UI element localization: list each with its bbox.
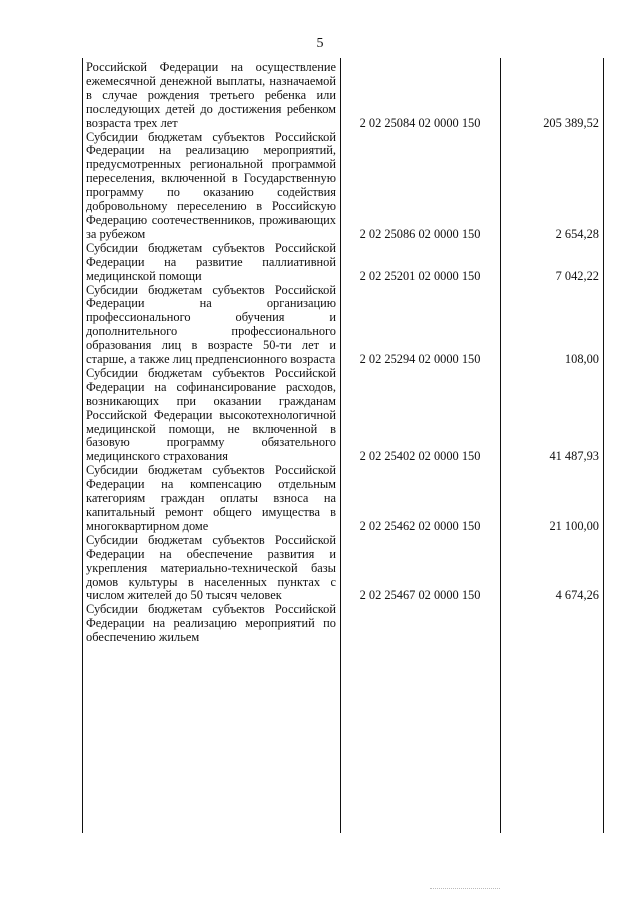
row-description: Субсидии бюджетам субъектов Российской Федерации на организацию профессионального обучения и дополнительного профессионального образования лиц в возрасте 50-ти лет и старше, а также лиц предпенсионного возраста [86, 282, 336, 367]
row-code: 2 02 25294 02 0000 150 [359, 352, 481, 367]
row-description: Субсидии бюджетам субъектов Российской Федерации на развитие паллиативной медицинской помощи [86, 240, 336, 283]
row-amount: 7 042,22 [555, 268, 599, 283]
table-body [83, 61, 603, 645]
row-amount: 21 100,00 [549, 518, 599, 533]
row-description: Субсидии бюджетам субъектов Российской Федерации на софинансирование расходов, возникающих при оказании гражданам Российской Федерации высокотехнологичной медицинской помощи, не включенной в базовую программу обязательного медицинского страхования [86, 365, 336, 464]
scan-artifact [430, 888, 500, 892]
row-code: 2 02 25402 02 0000 150 [359, 449, 481, 464]
row-code: 2 02 25084 02 0000 150 [359, 115, 481, 130]
row-amount: 41 487,93 [549, 449, 599, 464]
table-row [83, 534, 603, 604]
row-code: 2 02 25201 02 0000 150 [359, 268, 481, 283]
row-description: Субсидии бюджетам субъектов Российской Федерации на компенсацию отдельным категориям граждан оплаты взноса на капитальный ремонт общего имущества в многоквартирном доме [86, 463, 336, 533]
row-amount: 108,00 [564, 352, 599, 367]
table-row [83, 284, 603, 367]
table-row [83, 242, 603, 284]
row-amount: 2 654,28 [555, 226, 599, 241]
row-amount: 4 674,26 [555, 588, 599, 603]
row-description: Субсидии бюджетам субъектов Российской Федерации на реализацию мероприятий, предусмотренных региональной программой переселения, включенной в Государственную программу по оказанию содействия добровольному переселению в Российскую Федерацию соотечественников, проживающих за рубежом [86, 129, 336, 241]
row-description: Субсидии бюджетам субъектов Российской Федерации на обеспечение развития и укрепления материально-технической базы домов культуры в населенных пунктах с числом жителей до 50 тысяч человек [86, 532, 336, 603]
row-code: 2 02 25462 02 0000 150 [359, 518, 481, 533]
page-number: 5 [316, 36, 324, 51]
table-row [83, 603, 603, 645]
budget-table [82, 58, 604, 833]
row-code: 2 02 25467 02 0000 150 [359, 588, 481, 603]
row-description: Российской Федерации на осуществление ежемесячной денежной выплаты, назначаемой в случае рождения третьего ребенка или последующих детей до достижения ребенком возраста трех лет [86, 60, 336, 130]
table-row [83, 61, 603, 131]
row-description: Субсидии бюджетам субъектов Российской Федерации на реализацию мероприятий по обеспечению жильем [86, 602, 336, 645]
table-row [83, 367, 603, 464]
row-amount: 205 389,52 [543, 115, 599, 130]
row-code: 2 02 25086 02 0000 150 [359, 226, 481, 241]
table-row [83, 131, 603, 242]
table-row [83, 464, 603, 534]
